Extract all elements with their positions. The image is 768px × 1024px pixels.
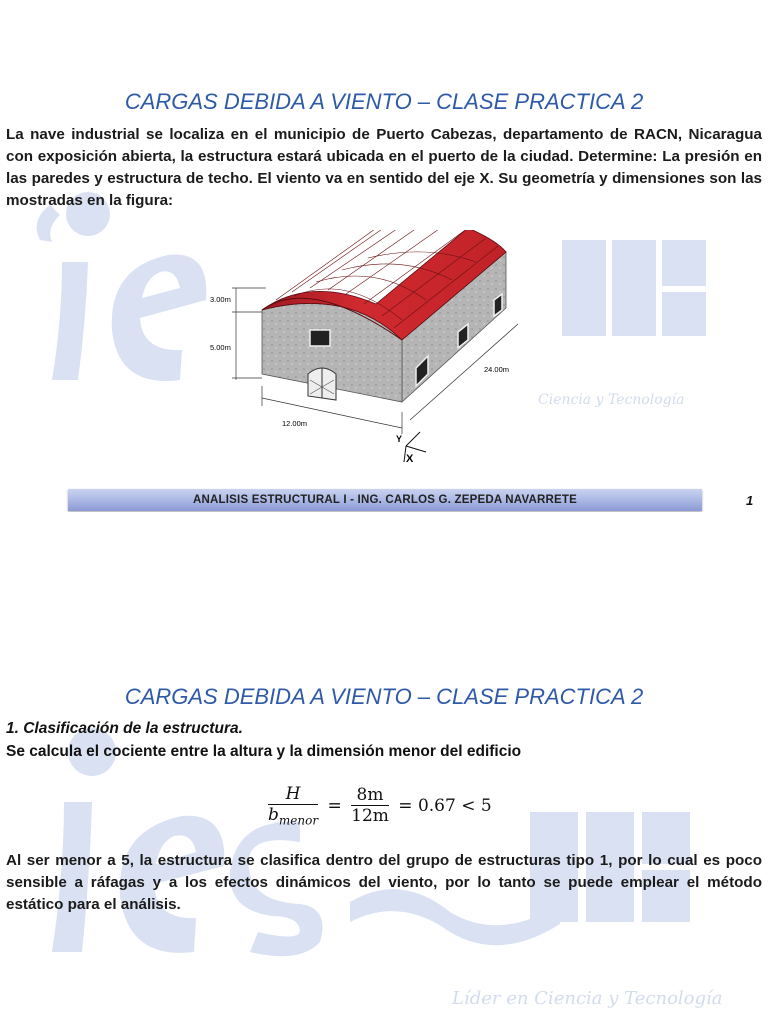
eq-numerator-1: H [268,784,318,805]
intro-line: Se calcula el cociente entre la altura y la dimensión menor del edificio [6,743,522,760]
front-window [310,330,330,346]
slide-title-2: CARGAS DEBIDA A VIENTO – CLASE PRACTICA 2 [124,684,644,709]
footer-text: ANALISIS ESTRUCTURAL I - ING. CARLOS G. ZEPEDA NAVARRETE [193,494,577,506]
eq-denominator-1-sub: menor [278,813,319,828]
dim-roof-height: 3.00m [210,295,231,304]
eq-denominator-2: 12m [351,806,389,827]
dim-wall-height: 5.00m [210,343,231,352]
watermark-logo-2 [0,512,768,1024]
watermark-tagline-2: Líder en Ciencia y Tecnología [452,988,723,1009]
eq-result: = 0.67 < 5 [398,795,492,816]
eq-numerator-2: 8m [351,785,389,806]
conclusion-paragraph: Al ser menor a 5, la estructura se clasifica dentro del grupo de estructuras tipo 1, por lo cual es poco sensible a ráfagas y a los efectos dinámicos del viento, por lo tanto se puede emplear el método estático para el análisis. [6,852,762,913]
eq-denominator-1-base: b [268,805,279,825]
slide-title: CARGAS DEBIDA A VIENTO – CLASE PRACTICA 2 [124,89,644,114]
page-number: 1 [746,493,754,508]
ratio-equation: H $b_{menor}$ = $\frac{8m}{12m}$ = 0.67 < 5 [268,784,492,828]
slide-2 [0,512,768,1024]
footer-bar [68,489,702,511]
building-figure [206,230,536,468]
axis-x-label: X [406,453,414,465]
watermark-tagline: Ciencia y Tecnología [538,392,685,408]
problem-statement: La nave industrial se localiza en el municipio de Puerto Cabezas, departamento de RACN, Nicaragua con exposición abierta, la estructura estará ubicada en el puerto de la ciudad. Determine: La presión en las paredes y estructura de techo. El viento va en sentido del eje X. Su geometría y dimensiones son las mostradas en la figura: [6,126,762,209]
section-heading: 1. Clasificación de la estructura. [6,720,243,737]
axis-y-label: Y [396,434,403,444]
dim-width: 12.00m [282,419,308,428]
dim-length: 24.00m [484,365,510,374]
